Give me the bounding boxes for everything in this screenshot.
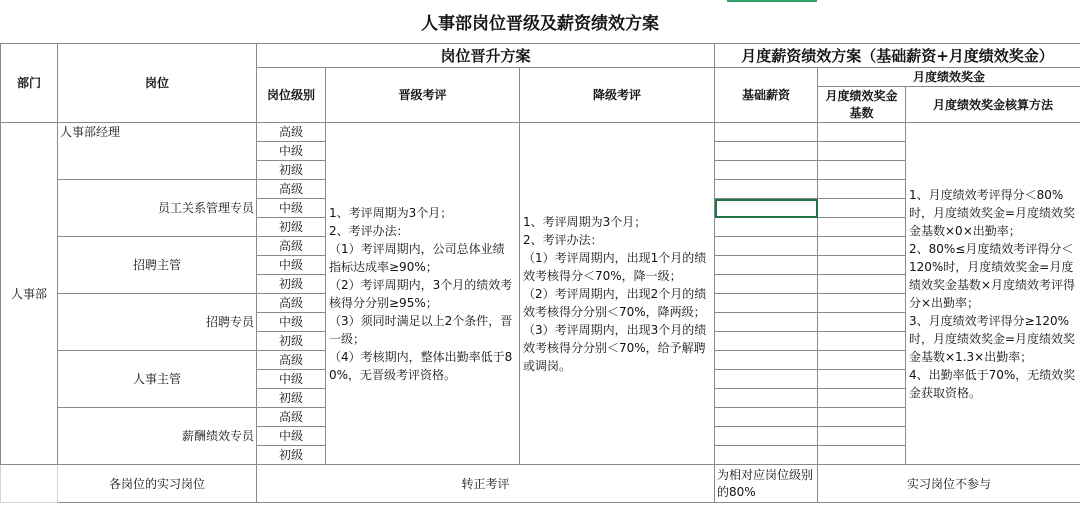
bonus-base-cell[interactable] (818, 275, 906, 294)
promotion-review-text: 1、考评周期为3个月； 2、考评办法： （1）考评周期内，公司总体业绩指标达成率≥90%； （2）考评周期内，3个月的绩效考核得分分别≥95%； （3）须同时满足以上2个条件，晋一级； （4）考核期内，整体出勤率低于80%，无晋级考评资格。 (329, 205, 513, 382)
bonus-base-cell[interactable] (818, 142, 906, 161)
bonus-base-cell[interactable] (818, 161, 906, 180)
base-salary-cell[interactable] (715, 142, 818, 161)
level-cell[interactable]: 高级 (257, 180, 326, 199)
base-salary-cell[interactable] (715, 275, 818, 294)
base-salary-cell[interactable] (715, 332, 818, 351)
intern-bonus-cell[interactable]: 实习岗位不参与 (818, 465, 1080, 503)
department-cell[interactable]: 人事部 (1, 123, 58, 465)
bonus-base-cell[interactable] (818, 180, 906, 199)
header-bonus-method: 月度绩效奖金核算方法 (906, 87, 1080, 123)
base-salary-cell[interactable] (715, 408, 818, 427)
header-demotion-review: 降级考评 (520, 68, 715, 123)
base-salary-cell[interactable] (715, 237, 818, 256)
base-salary-cell[interactable] (715, 389, 818, 408)
bonus-base-cell[interactable] (818, 351, 906, 370)
base-salary-cell[interactable] (715, 180, 818, 199)
header-bonus-base: 月度绩效奖金基数 (818, 87, 906, 123)
level-cell[interactable]: 高级 (257, 123, 326, 142)
intern-base-salary-cell[interactable]: 为相对应岗位级别的80% (715, 465, 818, 503)
bonus-base-cell[interactable] (818, 427, 906, 446)
promotion-review-cell[interactable] (326, 123, 520, 465)
bonus-method-cell[interactable] (906, 123, 1080, 465)
level-cell[interactable]: 高级 (257, 408, 326, 427)
level-cell[interactable]: 中级 (257, 313, 326, 332)
level-cell[interactable]: 初级 (257, 446, 326, 465)
base-salary-cell[interactable] (715, 123, 818, 142)
bonus-base-cell[interactable] (818, 446, 906, 465)
bonus-base-cell[interactable] (818, 389, 906, 408)
base-salary-cell[interactable] (715, 370, 818, 389)
empty-department-cell[interactable] (1, 465, 58, 503)
intern-review-cell[interactable]: 转正考评 (257, 465, 715, 503)
header-monthly-bonus: 月度绩效奖金 (818, 68, 1080, 87)
header-position: 岗位 (58, 44, 257, 123)
level-cell[interactable]: 高级 (257, 294, 326, 313)
bonus-base-cell[interactable] (818, 237, 906, 256)
base-salary-cell[interactable] (715, 161, 818, 180)
position-cell[interactable]: 招聘主管 (58, 237, 257, 294)
bonus-base-cell[interactable] (818, 256, 906, 275)
bonus-base-cell[interactable] (818, 370, 906, 389)
level-cell[interactable]: 高级 (257, 237, 326, 256)
bonus-base-cell[interactable] (818, 332, 906, 351)
position-cell[interactable]: 员工关系管理专员 (58, 180, 257, 237)
demotion-review-text: 1、考评周期为3个月； 2、考评办法： （1）考评周期内，出现1个月的绩效考核得分＜70%，降一级； （2）考评周期内，出现2个月的绩效考核得分分别＜70%，降两级； （3）考评周期内，出现3个月的绩效考核得分分别＜70%，给予解聘或调岗。 (523, 214, 707, 373)
level-cell[interactable]: 初级 (257, 389, 326, 408)
base-salary-cell[interactable] (715, 351, 818, 370)
position-cell[interactable]: 人事主管 (58, 351, 257, 408)
intern-position-cell[interactable]: 各岗位的实习岗位 (58, 465, 257, 503)
header-promotion-review: 晋级考评 (326, 68, 520, 123)
header-promotion-plan: 岗位晋升方案 (257, 44, 715, 68)
level-cell[interactable]: 中级 (257, 199, 326, 218)
bonus-base-cell[interactable] (818, 218, 906, 237)
bonus-base-cell[interactable] (818, 408, 906, 427)
level-cell[interactable]: 中级 (257, 142, 326, 161)
demotion-review-cell[interactable] (520, 123, 715, 465)
selected-cell[interactable] (715, 199, 818, 218)
bonus-base-cell[interactable] (818, 199, 906, 218)
level-cell[interactable]: 中级 (257, 370, 326, 389)
position-cell[interactable]: 人事部经理 (58, 123, 257, 180)
header-base-salary: 基础薪资 (715, 68, 818, 123)
level-cell[interactable]: 高级 (257, 351, 326, 370)
header-department: 部门 (1, 44, 58, 123)
bonus-method-text: 1、月度绩效考评得分＜80%时，月度绩效奖金=月度绩效奖金基数×0×出勤率； 2、80%≤月度绩效考评得分＜120%时，月度绩效奖金=月度绩效奖金基数×月度绩效考评得分×出勤率； 3、月度绩效考评得分≥120%时，月度绩效奖金=月度绩效奖金基数×1.3×出勤率； 4、出勤率低于70%，无绩效奖金获取资格。 (909, 187, 1076, 400)
header-monthly-plan: 月度薪资绩效方案（基础薪资+月度绩效奖金） (715, 44, 1080, 68)
bonus-base-cell[interactable] (818, 313, 906, 332)
base-salary-cell[interactable] (715, 218, 818, 237)
level-cell[interactable]: 中级 (257, 427, 326, 446)
level-cell[interactable]: 中级 (257, 256, 326, 275)
bonus-base-cell[interactable] (818, 123, 906, 142)
base-salary-cell[interactable] (715, 446, 818, 465)
base-salary-cell[interactable] (715, 313, 818, 332)
base-salary-cell[interactable] (715, 294, 818, 313)
base-salary-cell[interactable] (715, 256, 818, 275)
level-cell[interactable]: 初级 (257, 275, 326, 294)
level-cell[interactable]: 初级 (257, 161, 326, 180)
salary-table (0, 43, 1080, 503)
base-salary-cell[interactable] (715, 427, 818, 446)
level-cell[interactable]: 初级 (257, 218, 326, 237)
position-cell[interactable]: 薪酬绩效专员 (58, 408, 257, 465)
sheet-title: 人事部岗位晋级及薪资绩效方案 (421, 14, 659, 34)
header-level: 岗位级别 (257, 68, 326, 123)
bonus-base-cell[interactable] (818, 294, 906, 313)
level-cell[interactable]: 初级 (257, 332, 326, 351)
position-cell[interactable]: 招聘专员 (58, 294, 257, 351)
